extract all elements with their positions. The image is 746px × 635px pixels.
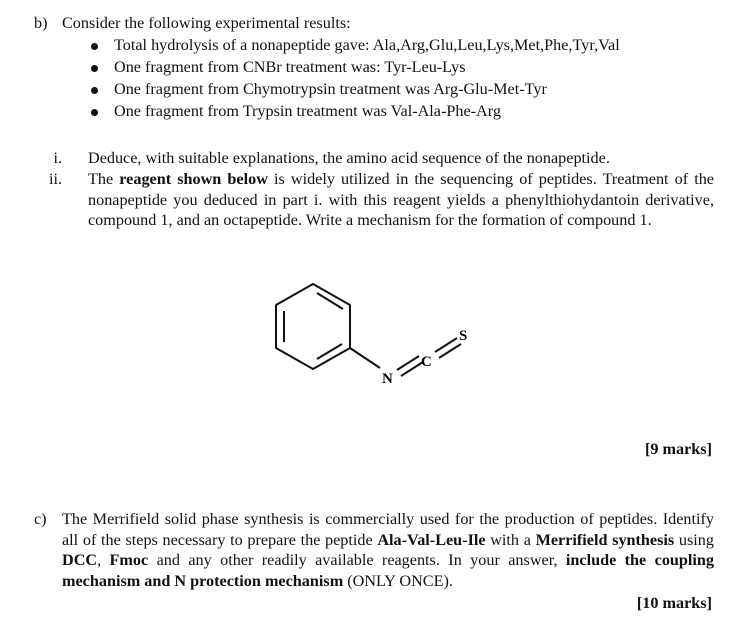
ring-inner-bond [317,293,343,309]
ring-to-n-bond [350,348,380,368]
question-ii-number: ii. [48,170,62,188]
question-ii-rest: is widely utilized in the sequencing of peptides. Treatment of the nonapeptide you deduced in part i. with this reagent yields a phenylthiohydantoin derivative, compound 1, and an octapeptide. Write a mechanism for the formation of compound 1. [88,170,714,229]
fmoc-emphasis: Fmoc [109,551,149,569]
phenyl-isothiocyanate-structure [0,272,746,392]
n-c-double-bond [401,362,423,376]
dcc-emphasis: DCC [62,551,98,569]
part-c-text-1: The Merrifield solid phase synthesis is commercially used for the production of peptides. Identify all of the steps necessary to prepare the peptide [62,510,714,549]
list-item: One fragment from Trypsin treatment was Val-Ala-Phe-Arg [90,101,620,123]
mechanism-emphasis: include the coupling mechanism and N protection mechanism [62,551,715,590]
results-list [90,35,620,123]
question-ii-text [88,169,714,231]
list-item: One fragment from Chymotrypsin treatment was Arg-Glu-Met-Tyr [90,79,620,101]
list-item: One fragment from CNBr treatment was: Tyr-Leu-Lys [90,57,620,79]
part-c-text-3: using [674,530,714,549]
atom-c-label: C [421,354,432,370]
peptide-name: Ala-Val-Leu-Ile [377,530,486,549]
benzene-ring [276,284,350,369]
part-c-text-4: , [97,551,110,569]
ring-inner-bond [317,344,342,359]
c-s-double-bond [439,344,461,358]
question-i-text: Deduce, with suitable explanations, the amino acid sequence of the nonapeptide. [88,149,610,167]
question-i-number: i. [53,149,62,167]
question-ii-pre: The [88,170,120,188]
part-c-marks: [10 marks] [636,594,712,612]
atom-n-label: N [382,371,393,387]
part-b-label: b) [34,14,48,32]
list-item: Total hydrolysis of a nonapeptide gave: Ala,Arg,Glu,Leu,Lys,Met,Phe,Tyr,Val [90,35,620,57]
c-s-double-bond [435,338,457,352]
part-c-label: c) [34,510,47,528]
part-c-text-6: (ONLY ONCE). [343,571,453,590]
part-c-text-2: with a [485,530,536,549]
part-c-text [62,509,714,591]
part-b-intro: Consider the following experimental results: [62,14,351,32]
n-c-double-bond [397,356,419,370]
part-b-marks: [9 marks] [645,440,712,458]
part-c-text-5: and any other readily available reagents. In your answer, [148,551,566,569]
merrifield-synthesis-emphasis: Merrifield synthesis [535,530,675,549]
reagent-emphasis: reagent shown below [119,170,268,188]
atom-s-label: S [459,328,468,344]
